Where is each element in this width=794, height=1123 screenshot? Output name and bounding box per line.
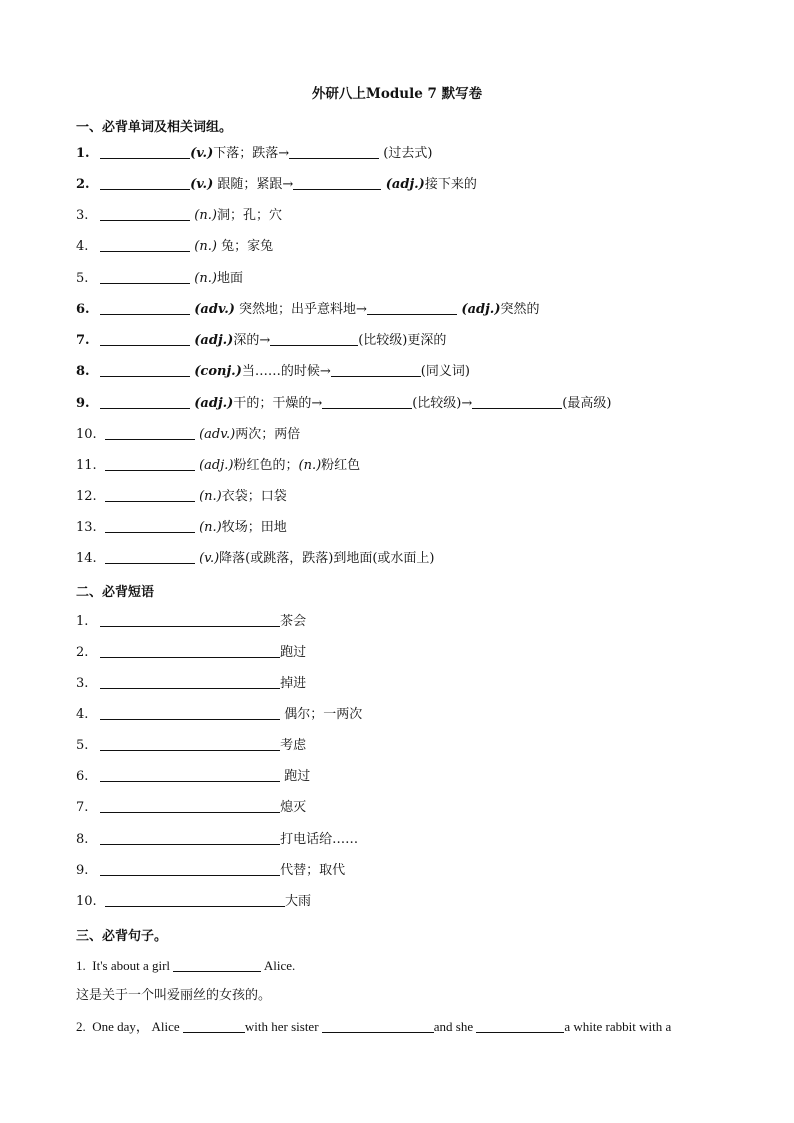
answer-blank[interactable] <box>105 487 195 502</box>
answer-blank[interactable] <box>100 767 280 782</box>
phrase-item-6: 6. 跑过 <box>76 769 311 784</box>
answer-blank[interactable] <box>183 1018 245 1033</box>
word-item-3: 3. (n.)洞；孔；穴 <box>76 208 282 223</box>
answer-blank[interactable] <box>100 206 190 221</box>
answer-blank[interactable] <box>105 456 195 471</box>
word-item-7: 7. (adj.)深的→ (比较级)更深的 <box>76 333 447 348</box>
answer-blank[interactable] <box>100 362 190 377</box>
answer-blank[interactable] <box>100 830 280 845</box>
answer-blank[interactable] <box>293 175 381 190</box>
word-item-9: 9. (adj.)干的；干燥的→ (比较级)→ (最高级) <box>76 396 612 411</box>
answer-blank[interactable] <box>100 612 280 627</box>
answer-blank[interactable] <box>105 549 195 564</box>
answer-blank[interactable] <box>322 394 412 409</box>
phrase-item-8: 8. 打电话给…… <box>76 832 359 847</box>
answer-blank[interactable] <box>100 861 280 876</box>
answer-blank[interactable] <box>100 674 280 689</box>
phrase-item-1: 1. 茶会 <box>76 614 307 629</box>
phrase-item-10: 10. 大雨 <box>76 894 311 909</box>
answer-blank[interactable] <box>100 798 280 813</box>
word-item-10: 10. (adv.)两次；两倍 <box>76 427 301 442</box>
page-title: 外研八上Module 7 默写卷 <box>311 86 483 102</box>
answer-blank[interactable] <box>289 144 379 159</box>
word-item-6: 6. (adv.) 突然地；出乎意料地→ (adj.)突然的 <box>76 302 540 317</box>
word-item-8: 8. (conj.)当……的时候→ (同义词) <box>76 364 470 379</box>
answer-blank[interactable] <box>100 269 190 284</box>
answer-blank[interactable] <box>173 957 261 972</box>
phrase-item-9: 9. 代替；取代 <box>76 863 346 878</box>
section-heading-phrases: 二、必背短语 <box>76 585 155 600</box>
phrase-item-5: 5. 考虑 <box>76 738 307 753</box>
answer-blank[interactable] <box>100 237 190 252</box>
phrase-item-3: 3. 掉进 <box>76 676 307 691</box>
answer-blank[interactable] <box>322 1018 434 1033</box>
answer-blank[interactable] <box>105 518 195 533</box>
word-item-2: 2. (v.) 跟随；紧跟→ (adj.)接下来的 <box>76 177 477 192</box>
phrase-item-2: 2. 跑过 <box>76 645 307 660</box>
section-heading-words: 一、必背单词及相关词组。 <box>76 120 233 135</box>
answer-blank[interactable] <box>100 736 280 751</box>
word-item-12: 12. (n.)衣袋；口袋 <box>76 489 287 504</box>
answer-blank[interactable] <box>331 362 421 377</box>
word-item-5: 5. (n.)地面 <box>76 271 243 286</box>
answer-blank[interactable] <box>100 300 190 315</box>
answer-blank[interactable] <box>100 705 280 720</box>
answer-blank[interactable] <box>105 892 285 907</box>
answer-blank[interactable] <box>100 394 190 409</box>
word-item-14: 14. (v.)降落(或跳落，跌落)到地面(或水面上) <box>76 551 435 566</box>
answer-blank[interactable] <box>105 425 195 440</box>
answer-blank[interactable] <box>100 175 190 190</box>
sentence-1: 1. It's about a girl Alice. <box>76 958 296 973</box>
sentence-1-translation: 这是关于一个叫爱丽丝的女孩的。 <box>76 988 272 1003</box>
section-heading-sentences: 三、必背句子。 <box>76 929 168 944</box>
answer-blank[interactable] <box>100 144 190 159</box>
phrase-item-7: 7. 熄灭 <box>76 800 307 815</box>
answer-blank[interactable] <box>100 643 280 658</box>
word-item-1: 1. (v.)下落；跌落→ (过去式) <box>76 146 433 161</box>
phrase-item-4: 4. 偶尔；一两次 <box>76 707 363 722</box>
word-item-11: 11. (adj.)粉红色的；(n.)粉红色 <box>76 458 361 473</box>
answer-blank[interactable] <box>472 394 562 409</box>
answer-blank[interactable] <box>270 331 358 346</box>
word-item-4: 4. (n.) 兔；家兔 <box>76 239 274 254</box>
answer-blank[interactable] <box>100 331 190 346</box>
word-item-13: 13. (n.)牧场；田地 <box>76 520 287 535</box>
answer-blank[interactable] <box>476 1018 564 1033</box>
answer-blank[interactable] <box>367 300 457 315</box>
sentence-2: 2. One day， Alice with her sister and she a white rabbit with a <box>76 1019 672 1034</box>
